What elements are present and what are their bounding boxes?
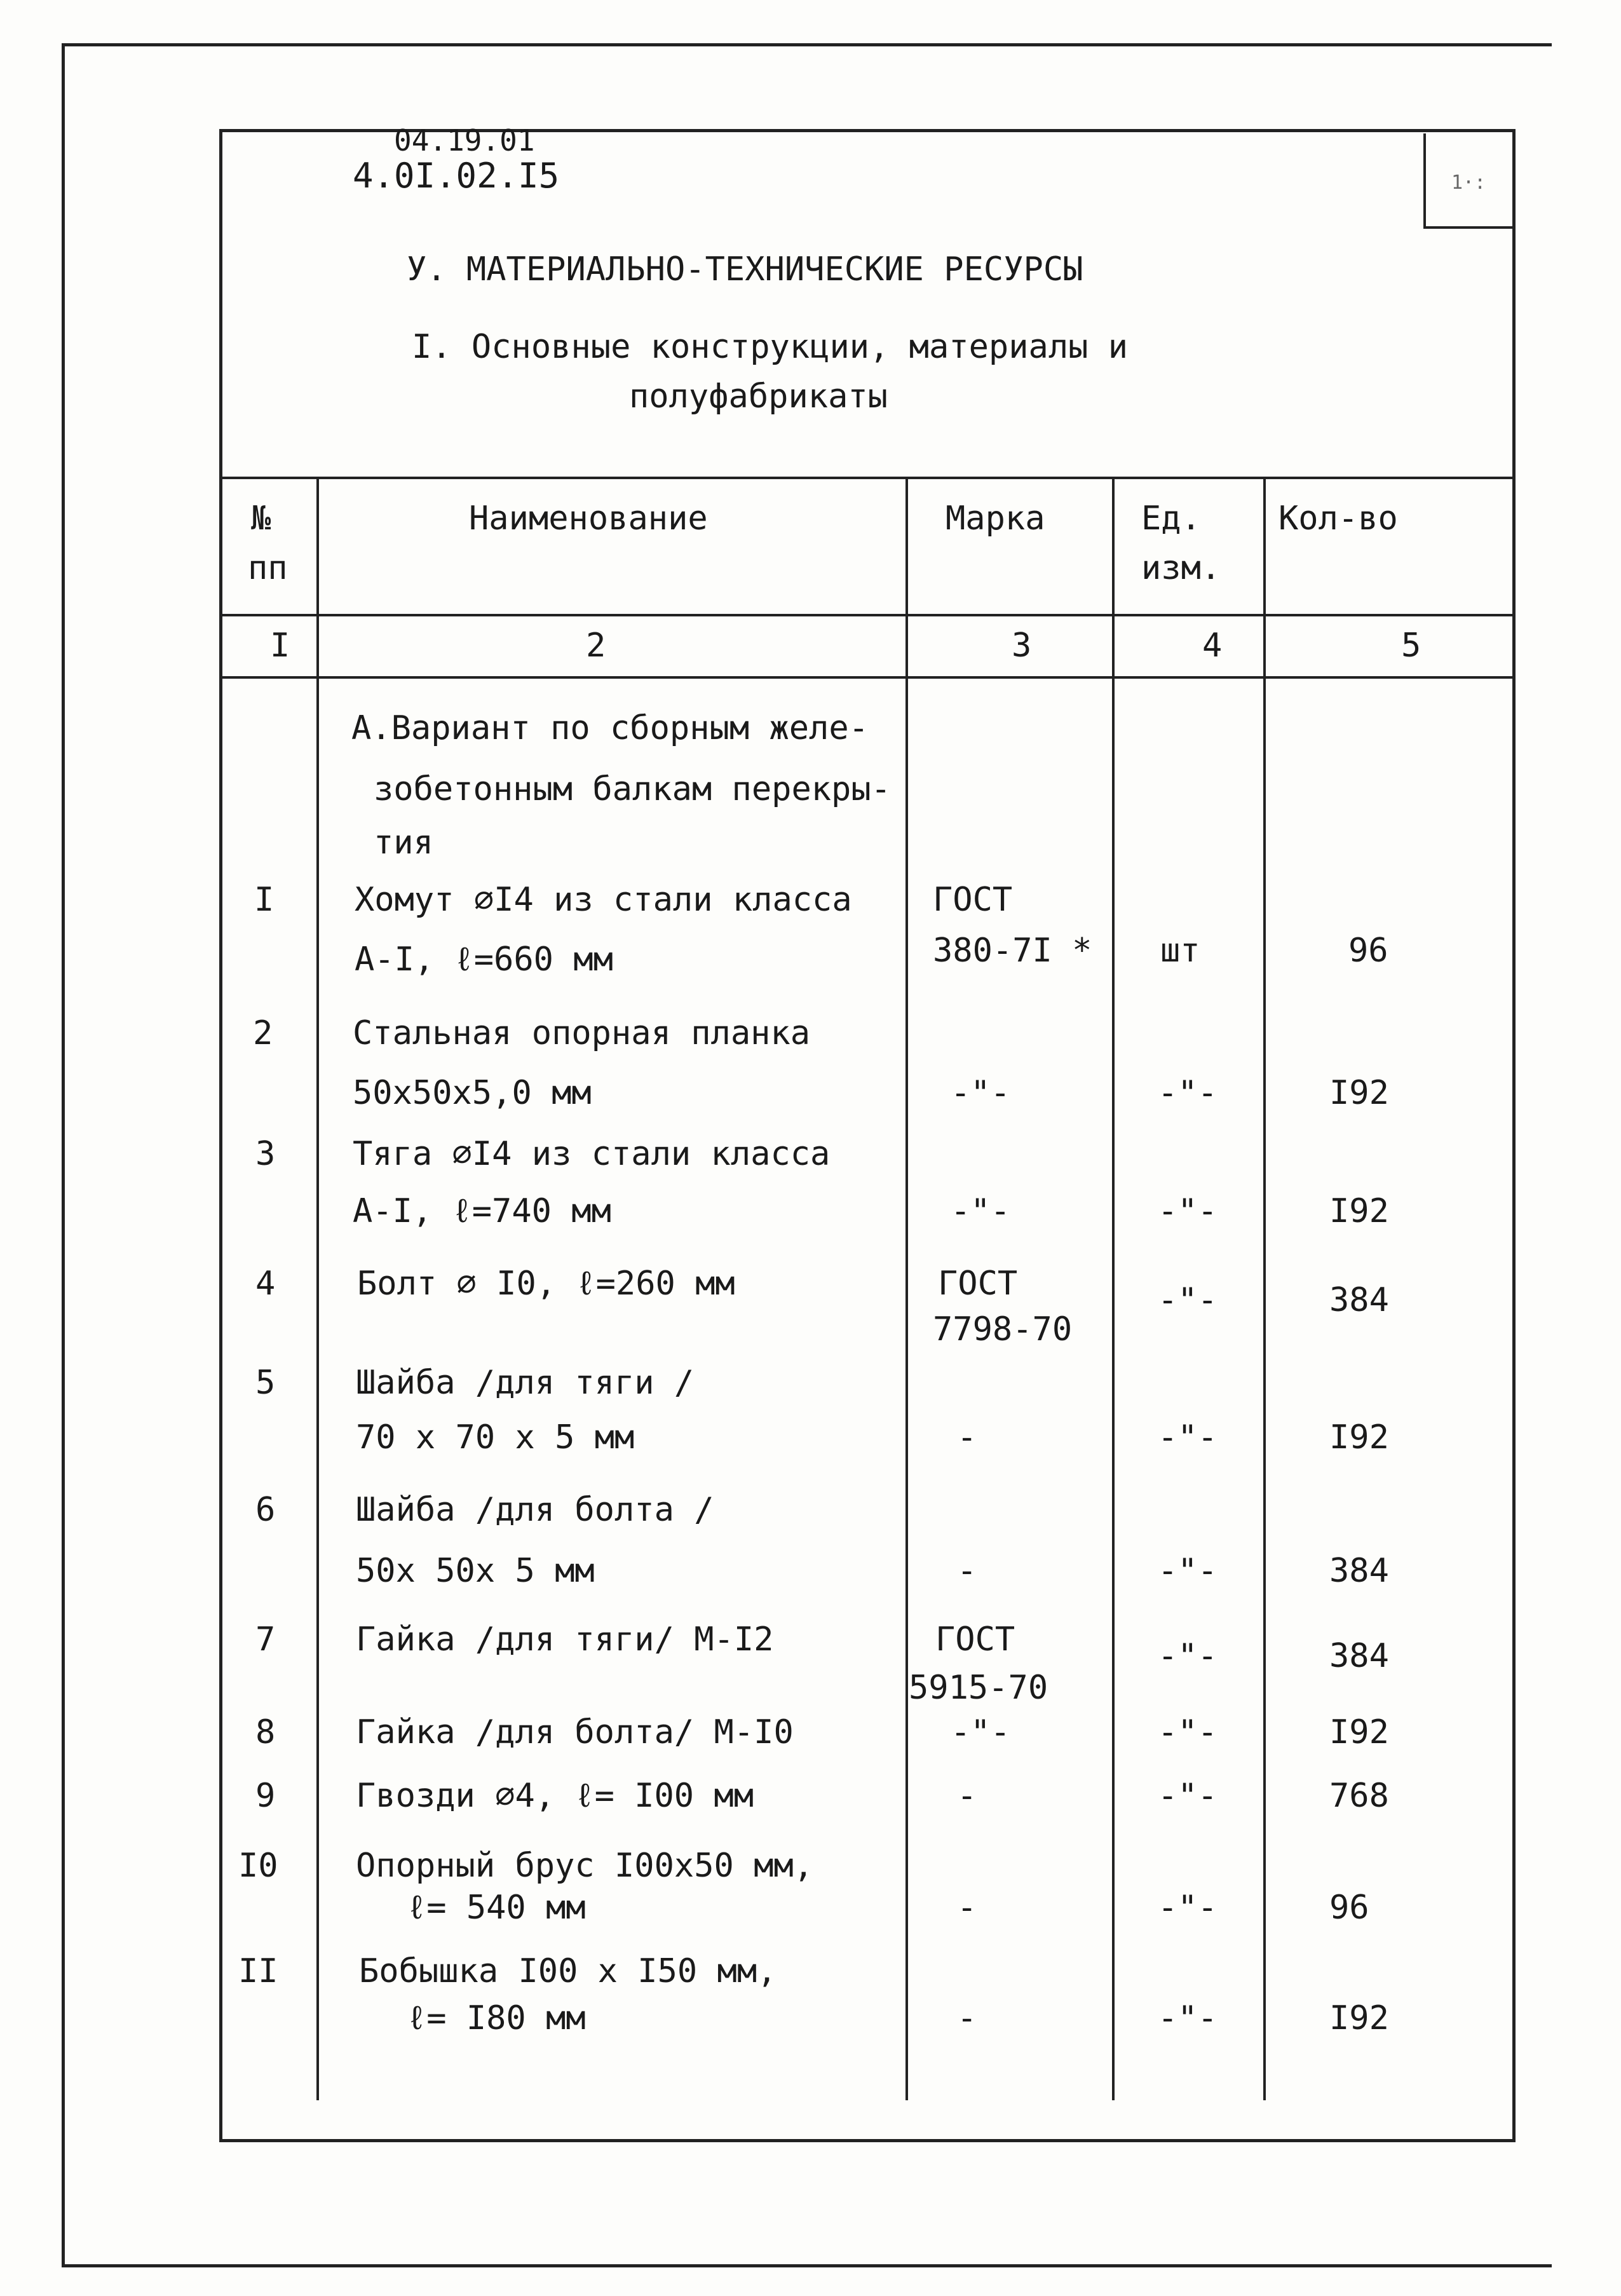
row-num: I0	[238, 1847, 278, 1885]
row-mark-line1: ГОСТ	[935, 1620, 1015, 1659]
doc-code: 4.0I.02.I5	[353, 156, 560, 196]
row-unit: -"-	[1158, 1074, 1217, 1112]
row-qty: 384	[1329, 1281, 1389, 1319]
row-num: 5	[255, 1364, 276, 1402]
row-num: 2	[253, 1014, 273, 1052]
variant-heading-line2: зобетонным балкам перекры-	[374, 770, 891, 808]
row-num: 7	[255, 1620, 276, 1659]
col-divider-1	[316, 477, 319, 2100]
row-name-line2: 70 х 70 х 5 мм	[356, 1418, 635, 1457]
row-name-line1: Тяга ∅I4 из стали класса	[353, 1135, 831, 1173]
col-number-1: I	[270, 627, 290, 665]
section-title: У. МАТЕРИАЛЬНО-ТЕХНИЧЕСКИЕ РЕСУРСЫ	[407, 250, 1083, 289]
row-unit: -"-	[1158, 1889, 1217, 1927]
row-num: 6	[255, 1491, 276, 1529]
row-mark-line2: 7798-70	[933, 1310, 1073, 1348]
row-qty: I92	[1329, 1074, 1389, 1112]
row-mark-line2: 5915-70	[909, 1669, 1048, 1707]
row-name-line1: Гайка /для болта/ М-I0	[356, 1713, 794, 1751]
row-unit: -"-	[1158, 1999, 1217, 2037]
row-num: II	[238, 1952, 278, 1990]
handwritten-code: 04.19.01	[394, 123, 535, 158]
row-qty: I92	[1329, 1192, 1389, 1230]
row-name-line1: Бобышка I00 х I50 мм,	[359, 1952, 777, 1990]
colnum-bottom-rule	[222, 676, 1513, 679]
row-unit: шт	[1160, 932, 1200, 970]
subtitle-line1: I. Основные конструкции, материалы и	[412, 328, 1129, 366]
page-mark: 1·:	[1451, 172, 1486, 194]
row-name-line1: Гвозди ∅4, ℓ= I00 мм	[356, 1777, 754, 1815]
row-qty: 384	[1329, 1552, 1389, 1590]
row-mark: -"-	[951, 1192, 1010, 1230]
row-name-line1: Болт ∅ I0, ℓ=260 мм	[357, 1265, 735, 1303]
row-unit: -"-	[1158, 1637, 1217, 1675]
row-mark: -"-	[951, 1074, 1010, 1112]
col-header-mark: Марка	[946, 499, 1045, 538]
col-divider-2	[905, 477, 908, 2100]
row-name-line1: Стальная опорная планка	[353, 1014, 811, 1052]
row-mark-line1: ГОСТ	[938, 1265, 1018, 1303]
row-mark: -	[957, 1552, 977, 1590]
variant-heading-line1: А.Вариант по сборным желе-	[351, 709, 869, 747]
row-unit: -"-	[1158, 1777, 1217, 1815]
row-unit: -"-	[1158, 1192, 1217, 1230]
page-number-box	[1423, 133, 1512, 229]
row-name-line2: ℓ= 540 мм	[407, 1889, 586, 1927]
row-mark: -	[957, 1777, 977, 1815]
row-num: 4	[255, 1265, 276, 1303]
variant-heading-line3: тия	[374, 824, 433, 862]
row-num: 3	[255, 1135, 276, 1173]
row-name-line2: ℓ= I80 мм	[407, 1999, 586, 2037]
row-mark: -	[957, 1418, 977, 1457]
col-number-5: 5	[1401, 627, 1421, 665]
col-header-unit-2: изм.	[1141, 549, 1221, 587]
row-num: 8	[255, 1713, 276, 1751]
row-name-line1: Хомут ∅I4 из стали класса	[355, 881, 852, 919]
col-header-num: №	[251, 499, 271, 538]
row-num: 9	[255, 1777, 276, 1815]
table-top-rule	[222, 477, 1513, 479]
row-unit: -"-	[1158, 1713, 1217, 1751]
row-qty: 768	[1329, 1777, 1389, 1815]
row-name-line1: Опорный брус I00х50 мм,	[356, 1847, 814, 1885]
col-header-unit: Ед.	[1141, 499, 1201, 538]
row-name-line1: Шайба /для болта /	[356, 1491, 714, 1529]
row-qty: 384	[1329, 1637, 1389, 1675]
col-divider-3	[1112, 477, 1115, 2100]
row-qty: I92	[1329, 1999, 1389, 2037]
row-name-line1: Шайба /для тяги /	[356, 1364, 695, 1402]
col-header-num-2: пп	[248, 549, 288, 587]
col-divider-4	[1263, 477, 1266, 2100]
row-mark: -	[957, 1999, 977, 2037]
col-number-2: 2	[586, 627, 606, 665]
row-qty: I92	[1329, 1713, 1389, 1751]
row-mark-line2: 380-7I *	[933, 932, 1092, 970]
row-num: I	[254, 881, 275, 919]
row-name-line2: А-I, ℓ=660 мм	[355, 941, 613, 979]
subtitle-line2: полуфабрикаты	[629, 377, 888, 416]
row-qty: 96	[1348, 932, 1388, 970]
col-number-3: 3	[1012, 627, 1032, 665]
row-mark-line1: ГОСТ	[933, 881, 1013, 919]
row-name-line2: 50х 50х 5 мм	[356, 1552, 595, 1590]
col-header-qty: Кол-во	[1278, 499, 1398, 538]
row-qty: I92	[1329, 1418, 1389, 1457]
row-qty: 96	[1329, 1889, 1369, 1927]
row-mark: -	[957, 1889, 977, 1927]
row-mark: -"-	[951, 1713, 1010, 1751]
header-bottom-rule	[222, 614, 1513, 616]
row-unit: -"-	[1158, 1418, 1217, 1457]
col-header-name: Наименование	[469, 499, 708, 538]
col-number-4: 4	[1202, 627, 1223, 665]
row-name-line2: 50х50х5,0 мм	[353, 1074, 592, 1112]
row-name-line1: Гайка /для тяги/ М-I2	[356, 1620, 774, 1659]
row-unit: -"-	[1158, 1552, 1217, 1590]
row-unit: -"-	[1158, 1281, 1217, 1319]
row-name-line2: А-I, ℓ=740 мм	[353, 1192, 611, 1230]
